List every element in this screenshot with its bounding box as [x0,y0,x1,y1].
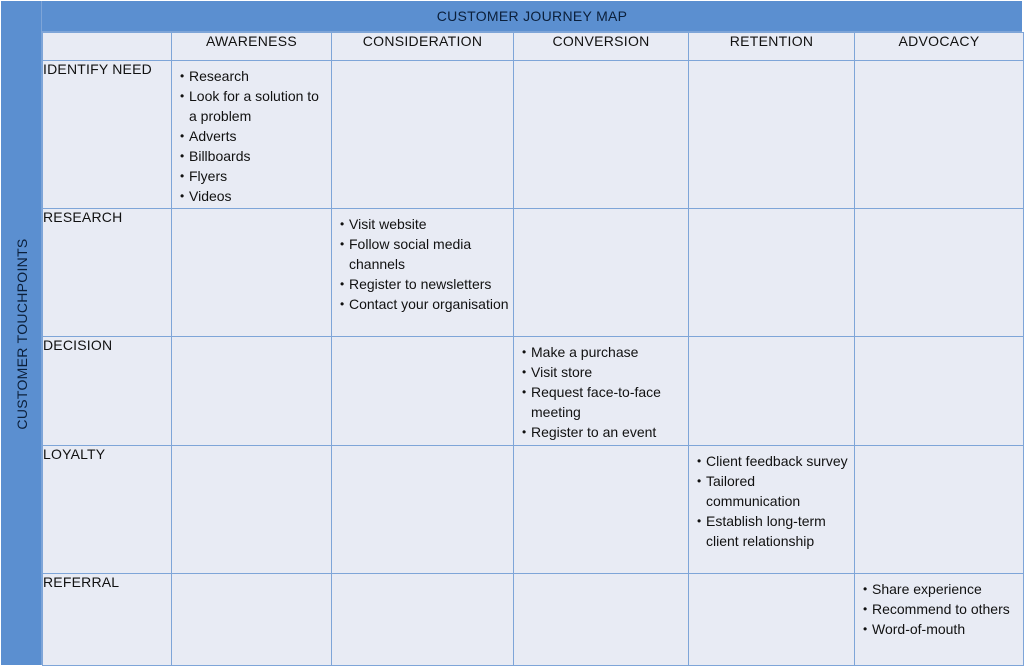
touchpoint-label: IDENTIFY NEED [43,61,172,209]
touchpoint-list [514,337,688,442]
touchpoint-list [332,209,513,314]
touchpoint-label: LOYALTY [43,446,172,574]
touchpoint-item: • Adverts [180,126,327,146]
touchpoint-label: DECISION [43,337,172,446]
touchpoint-label: RESEARCH [43,209,172,337]
touchpoint-row [43,337,1024,446]
cell-advocacy [855,209,1024,337]
cell-retention [689,446,855,574]
cell-consideration [332,61,514,209]
touchpoint-item: • Share experience [863,579,1019,599]
touchpoint-label: REFERRAL [43,574,172,666]
map-title: CUSTOMER JOURNEY MAP [42,1,1022,32]
cell-conversion [514,446,689,574]
touchpoint-row [43,61,1024,209]
stage-header-conversion: CONVERSION [514,33,689,61]
stage-header-retention: RETENTION [689,33,855,61]
touchpoint-row [43,209,1024,337]
touchpoint-item: • Visit store [522,362,684,382]
cell-retention [689,574,855,666]
cell-awareness [172,574,332,666]
cell-conversion [514,61,689,209]
touchpoint-item: • Recommend to others [863,599,1019,619]
cell-consideration [332,446,514,574]
touchpoint-item: • Follow social media channels [340,234,509,274]
touchpoint-item: • Register to an event [522,422,684,442]
cell-advocacy [855,61,1024,209]
stage-header-row [43,33,1024,61]
cell-retention [689,61,855,209]
side-label: CUSTOMER TOUCHPOINTS [14,238,30,430]
stage-header-awareness: AWARENESS [172,33,332,61]
touchpoint-item: • Billboards [180,146,327,166]
cell-awareness [172,446,332,574]
cell-awareness [172,61,332,209]
cell-retention [689,209,855,337]
cell-retention [689,337,855,446]
cell-consideration [332,209,514,337]
stage-header-advocacy: ADVOCACY [855,33,1024,61]
touchpoint-item: • Establish long-term client relationship [697,511,850,551]
touchpoint-list [855,574,1023,639]
touchpoint-item: • Client feedback survey [697,451,850,471]
touchpoint-item: • Visit website [340,214,509,234]
cell-advocacy [855,337,1024,446]
cell-advocacy [855,446,1024,574]
touchpoint-item: • Register to newsletters [340,274,509,294]
touchpoint-list [172,61,331,206]
cell-consideration [332,574,514,666]
touchpoint-item: • Tailored communication [697,471,850,511]
touchpoint-item: • Request face-to-face meeting [522,382,684,422]
touchpoint-item: • Videos [180,186,327,206]
cell-conversion [514,209,689,337]
touchpoint-item: • Research [180,66,327,86]
touchpoint-item: • Word-of-mouth [863,619,1019,639]
cell-conversion [514,337,689,446]
touchpoint-item: • Make a purchase [522,342,684,362]
touchpoint-list [689,446,854,551]
cell-awareness [172,337,332,446]
cell-advocacy [855,574,1024,666]
touchpoint-row [43,446,1024,574]
side-band [1,1,42,665]
journey-map-table [42,32,1024,666]
stage-header-consideration: CONSIDERATION [332,33,514,61]
touchpoint-item: • Flyers [180,166,327,186]
touchpoint-item: • Contact your organisation [340,294,509,314]
touchpoint-item: • Look for a solution to a problem [180,86,327,126]
cell-consideration [332,337,514,446]
touchpoint-row [43,574,1024,666]
cell-conversion [514,574,689,666]
cell-awareness [172,209,332,337]
corner-cell [43,33,172,61]
